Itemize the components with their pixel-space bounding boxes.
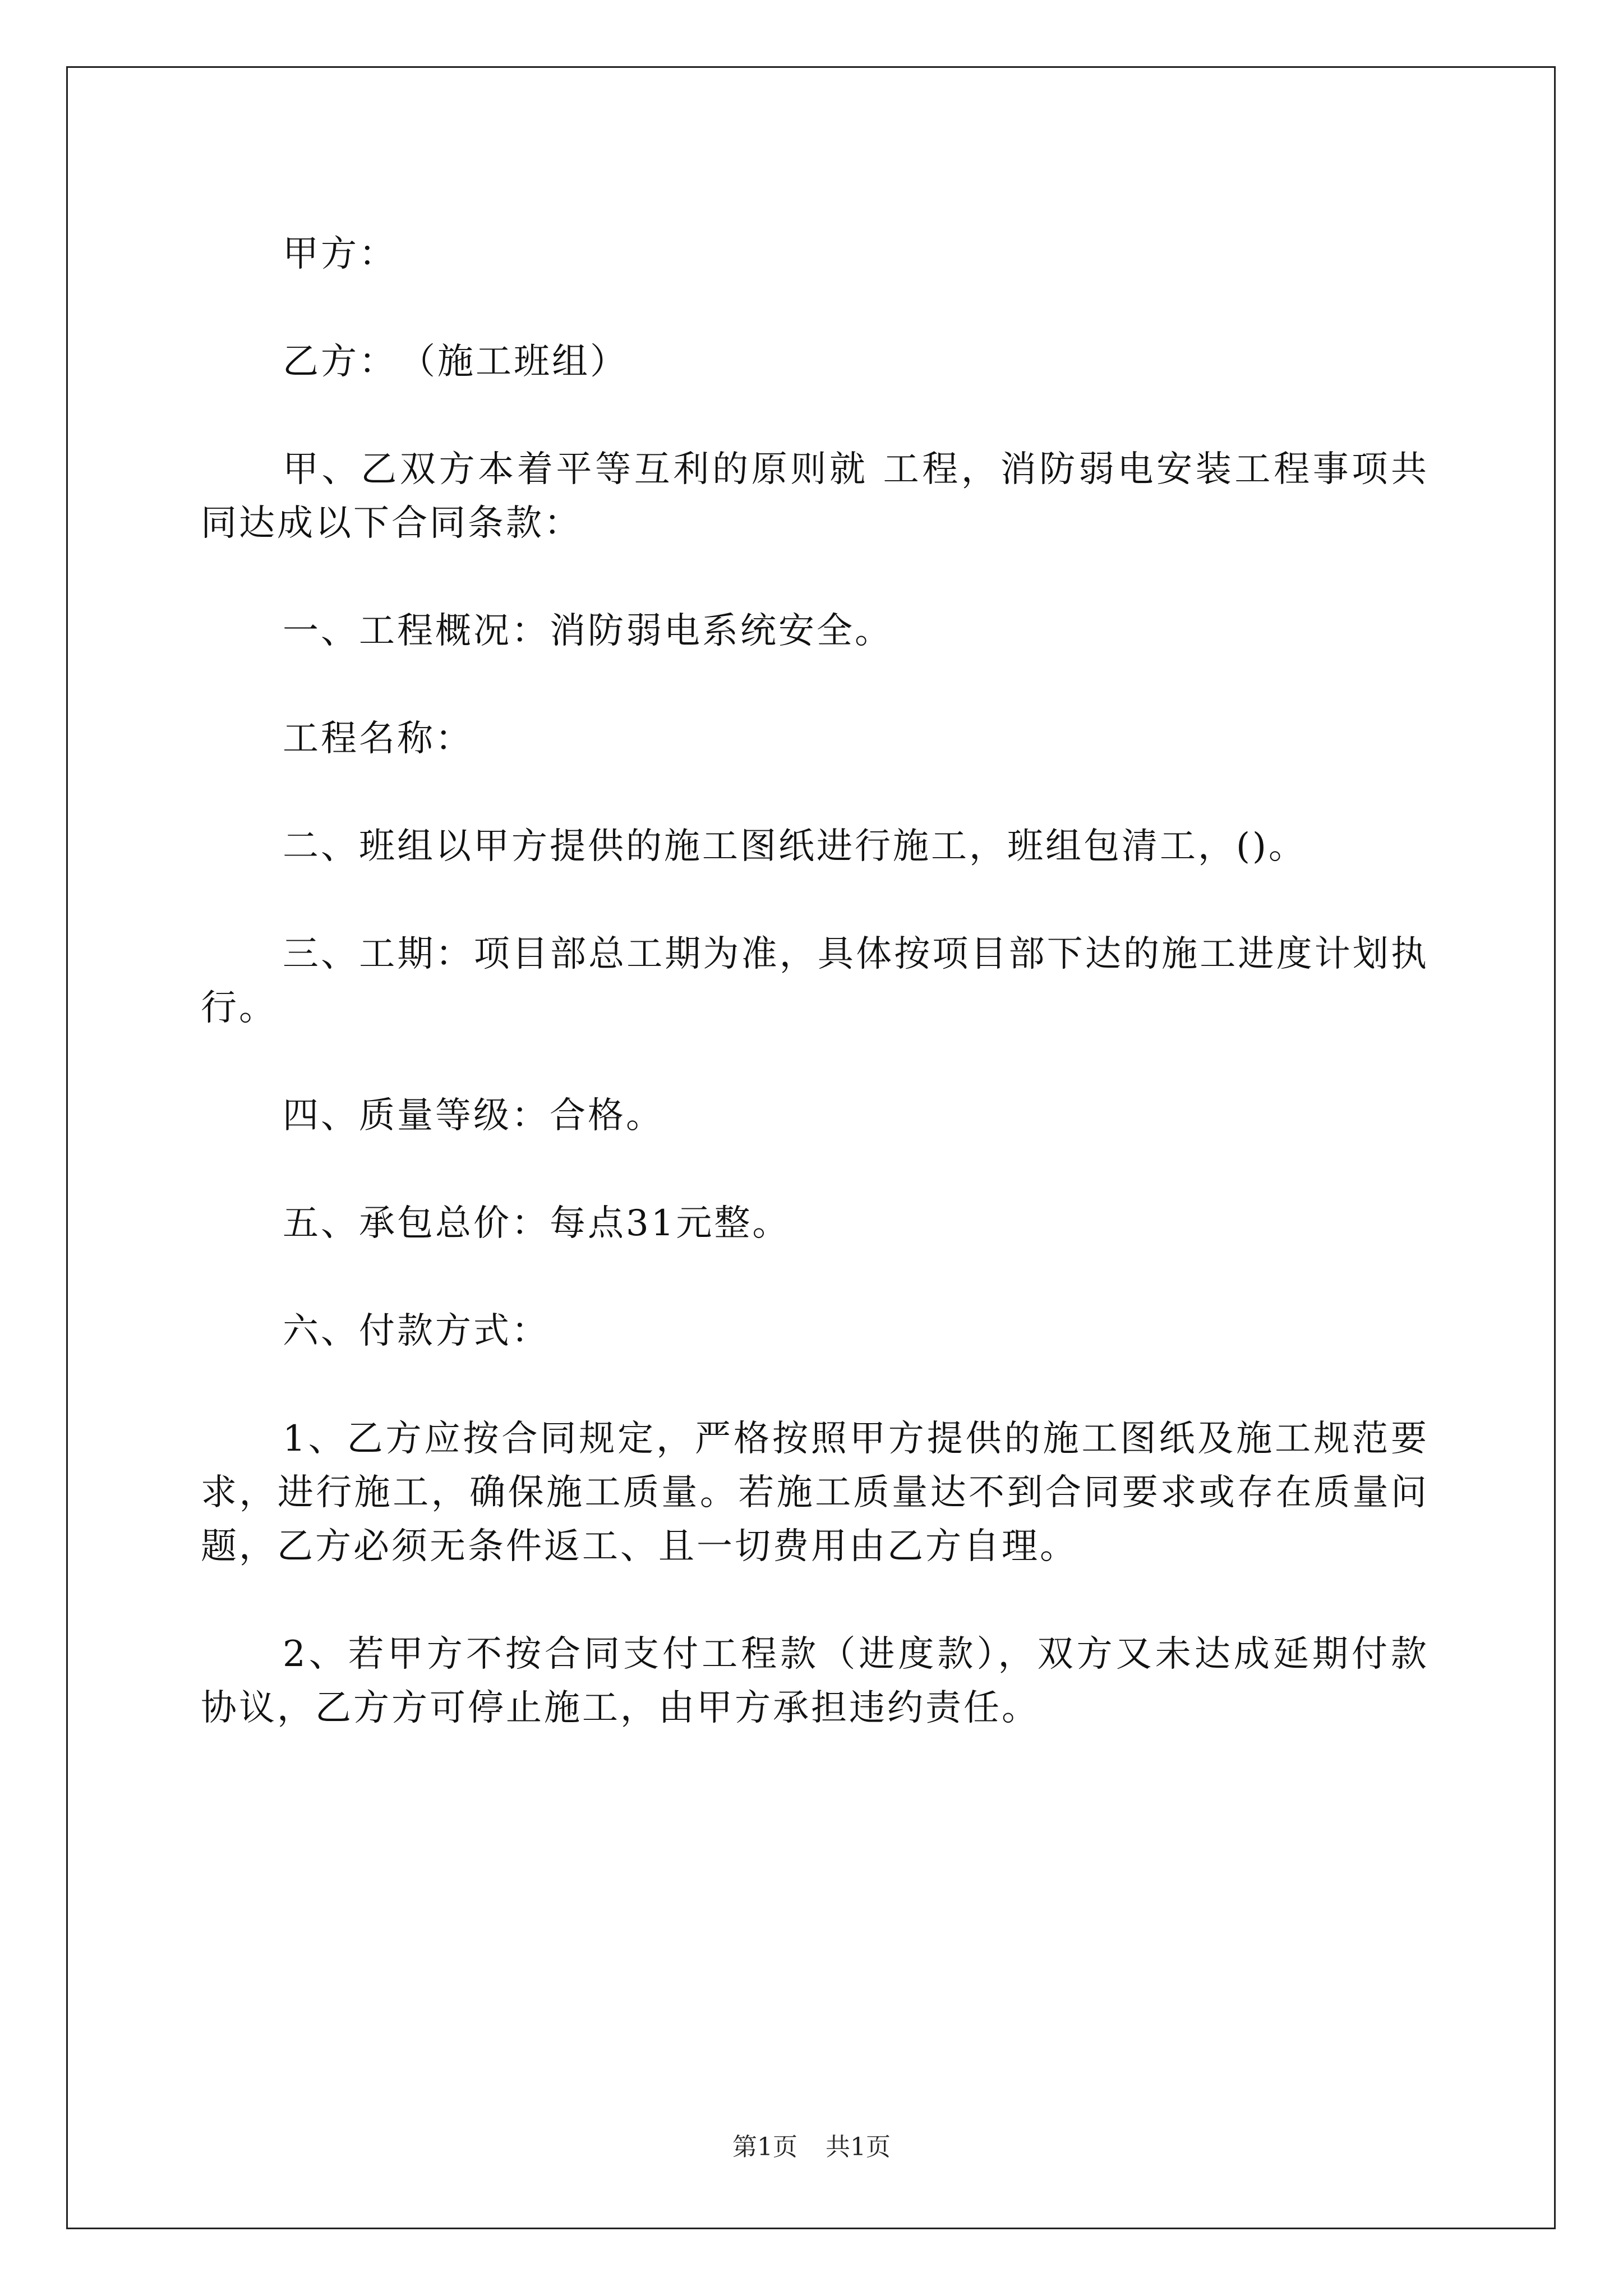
clause-2-drawings: 二、班组以甲方提供的施工图纸进行施工，班组包清工，()。 bbox=[283, 826, 1307, 867]
contract-preamble: 甲、乙双方本着平等互利的原则就 工程，消防弱电安装工程事项共同达成以下合同条款： bbox=[201, 449, 1429, 544]
party-b-line: 乙方： （施工班组） bbox=[283, 341, 628, 383]
clause-4-quality: 四、质量等级：合格。 bbox=[283, 1095, 664, 1137]
page-number-total: 共1页 bbox=[826, 2133, 891, 2161]
clause-5-price: 五、承包总价：每点31元整。 bbox=[283, 1203, 791, 1244]
project-name-line: 工程名称： bbox=[283, 718, 473, 760]
clause-3-schedule: 三、工期：项目部总工期为准，具体按项目部下达的施工进度计划执行。 bbox=[201, 933, 1429, 1029]
document-body bbox=[201, 227, 1429, 1789]
party-a-line: 甲方： bbox=[283, 233, 397, 275]
page-footer bbox=[0, 2132, 1623, 2163]
page-number-current: 第1页 bbox=[732, 2133, 797, 2161]
payment-item-2: 2、若甲方不按合同支付工程款（进度款），双方又未达成延期付款协议，乙方方可停止施工，由甲方承担违约责任。 bbox=[201, 1634, 1429, 1729]
clause-1-overview: 一、工程概况：消防弱电系统安全。 bbox=[283, 610, 893, 652]
payment-item-1: 1、乙方应按合同规定，严格按照甲方提供的施工图纸及施工规范要求，进行施工，确保施工质量。若施工质量达不到合同要求或存在质量问题，乙方必须无条件返工、且一切费用由乙方自理。 bbox=[201, 1418, 1429, 1567]
clause-6-payment-heading: 六、付款方式： bbox=[283, 1310, 550, 1352]
